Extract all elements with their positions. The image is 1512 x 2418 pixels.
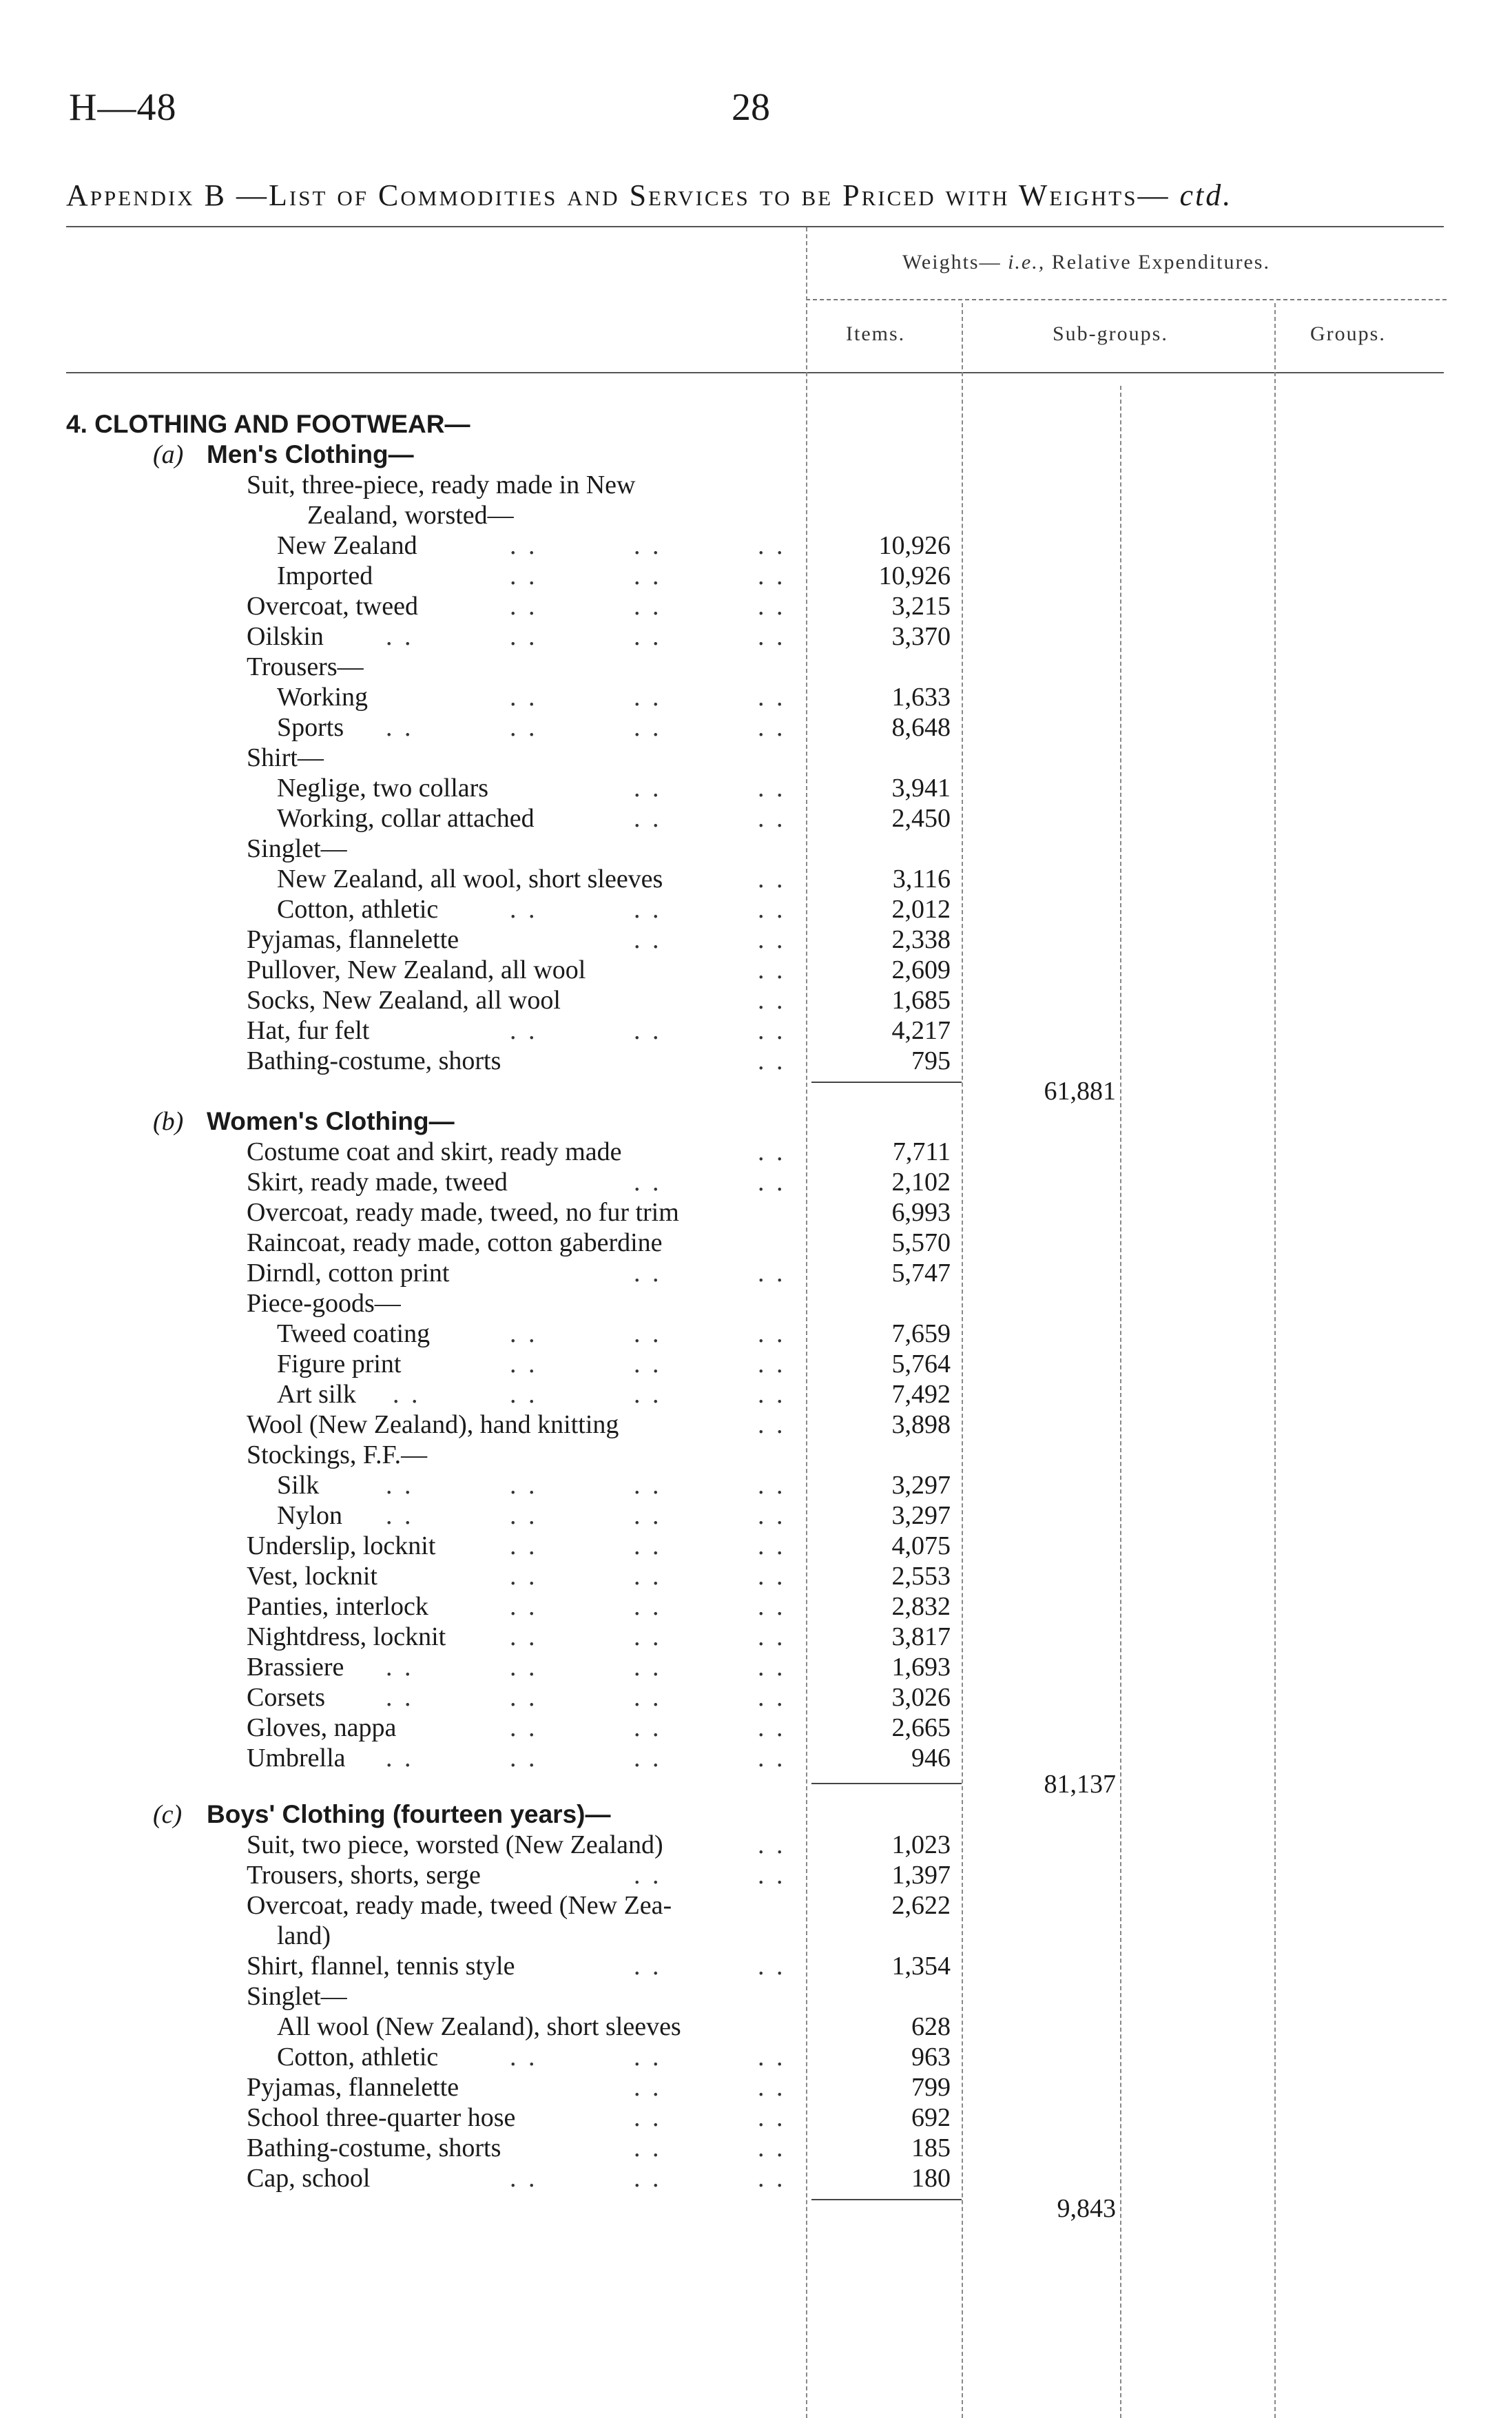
table-row: Raincoat, ready made, cotton gaberdine 5,570 bbox=[247, 1228, 951, 1257]
list-item: Shirt— bbox=[247, 743, 324, 772]
title-rule bbox=[66, 226, 1444, 227]
list-item: Piece-goods— bbox=[247, 1289, 401, 1318]
section-heading: 4. CLOTHING AND FOOTWEAR— bbox=[66, 410, 470, 438]
table-row: Pyjamas, flannelette . . . . 2,338 bbox=[247, 925, 951, 954]
table-row: Nightdress, locknit . . . . . . 3,817 bbox=[247, 1622, 951, 1651]
table-row: Bathing-costume, shorts . . . . 185 bbox=[247, 2133, 951, 2162]
page-number: 28 bbox=[732, 86, 770, 129]
groups-header: Groups. bbox=[1310, 322, 1386, 345]
table-row: Oilskin . . . . . . . . 3,370 bbox=[247, 622, 951, 651]
table-row: Bathing-costume, shorts . . 795 bbox=[247, 1046, 951, 1075]
list-item: Zealand, worsted— bbox=[307, 501, 514, 530]
table-row: Overcoat, ready made, tweed, no fur trim 6,993 bbox=[247, 1198, 951, 1227]
table-row: Skirt, ready made, tweed . . . . 2,102 bbox=[247, 1168, 951, 1197]
header-rule bbox=[66, 372, 1444, 373]
mens-heading: (a) Men's Clothing— bbox=[153, 440, 414, 469]
list-item: Suit, three-piece, ready made in New bbox=[247, 471, 636, 499]
table-row: Underslip, locknit . . . . . . 4,075 bbox=[247, 1531, 951, 1560]
title-continued: ctd. bbox=[1179, 178, 1233, 212]
table-row: Socks, New Zealand, all wool . . 1,685 bbox=[247, 986, 951, 1015]
table-row: Dirndl, cotton print . . . . 5,747 bbox=[247, 1259, 951, 1288]
table-row: Working, collar attached . . . . 2,450 bbox=[277, 804, 951, 833]
table-row: All wool (New Zealand), short sleeves 628 bbox=[277, 2012, 951, 2041]
table-row: Gloves, nappa . . . . . . 2,665 bbox=[247, 1713, 951, 1742]
table-row: Silk . . . . . . . . 3,297 bbox=[277, 1471, 951, 1500]
page-title bbox=[66, 178, 1444, 213]
table-row: Cotton, athletic . . . . . . 963 bbox=[277, 2043, 951, 2071]
table-row: Cap, school . . . . . . 180 bbox=[247, 2164, 951, 2193]
title-text: Appendix B —List of Commodities and Services to be Priced with Weights— bbox=[66, 178, 1170, 212]
document-reference: H—48 bbox=[69, 86, 177, 129]
table-row: Vest, locknit . . . . . . 2,553 bbox=[247, 1562, 951, 1591]
table-row: Cotton, athletic . . . . . . 2,012 bbox=[277, 895, 951, 924]
list-item: Trousers— bbox=[247, 652, 364, 681]
table-row: New Zealand, all wool, short sleeves . . 3,116 bbox=[277, 865, 951, 893]
weights-rule bbox=[806, 299, 1447, 300]
table-row: Corsets . . . . . . . . 3,026 bbox=[247, 1683, 951, 1712]
weights-header: Weights— i.e., Relative Expenditures. bbox=[902, 251, 1270, 273]
table-row: Overcoat, ready made, tweed (New Zea- 2,622 bbox=[247, 1891, 951, 1920]
subgroup-total: 61,881 bbox=[1044, 1077, 1116, 1106]
table-row: Costume coat and skirt, ready made . . 7,711 bbox=[247, 1137, 951, 1166]
subgroup-total: 81,137 bbox=[1044, 1770, 1116, 1799]
table-row: Pullover, New Zealand, all wool . . 2,609 bbox=[247, 955, 951, 984]
table-row: Art silk . . . . . . . . 7,492 bbox=[277, 1380, 951, 1409]
womens-heading: (b) Women's Clothing— bbox=[153, 1107, 455, 1136]
table-row: Wool (New Zealand), hand knitting . . 3,898 bbox=[247, 1410, 951, 1439]
subgroups-header: Sub-groups. bbox=[1053, 322, 1168, 345]
list-item: Singlet— bbox=[247, 1982, 347, 2011]
table-row: Shirt, flannel, tennis style . . . . 1,354 bbox=[247, 1952, 951, 1981]
items-header: Items. bbox=[846, 322, 906, 345]
list-item: Stockings, F.F.— bbox=[247, 1440, 428, 1469]
table-row: Working . . . . . . 1,633 bbox=[277, 683, 951, 712]
table-row: New Zealand . . . . . . 10,926 bbox=[277, 531, 951, 560]
table-row: Nylon . . . . . . . . 3,297 bbox=[277, 1501, 951, 1530]
table-row: Tweed coating . . . . . . 7,659 bbox=[277, 1319, 951, 1348]
table-row: Panties, interlock . . . . . . 2,832 bbox=[247, 1592, 951, 1621]
table-row: Imported . . . . . . 10,926 bbox=[277, 561, 951, 590]
table-row: Trousers, shorts, serge . . . . 1,397 bbox=[247, 1861, 951, 1890]
list-item: Singlet— bbox=[247, 834, 347, 863]
table-row: Hat, fur felt . . . . . . 4,217 bbox=[247, 1016, 951, 1045]
subgroup-total: 9,843 bbox=[1057, 2194, 1116, 2223]
table-row: Sports . . . . . . . . 8,648 bbox=[277, 713, 951, 742]
table-row: Suit, two piece, worsted (New Zealand) . . 1,023 bbox=[247, 1830, 951, 1859]
list-item: land) bbox=[277, 1921, 331, 1950]
table-row: Pyjamas, flannelette . . . . 799 bbox=[247, 2073, 951, 2102]
table-row: Figure print . . . . . . 5,764 bbox=[277, 1350, 951, 1378]
table-row: Overcoat, tweed . . . . . . 3,215 bbox=[247, 592, 951, 621]
table-row: Umbrella . . . . . . . . 946 bbox=[247, 1744, 951, 1773]
table-row: Neglige, two collars . . . . 3,941 bbox=[277, 774, 951, 803]
table-row: School three-quarter hose . . . . 692 bbox=[247, 2103, 951, 2132]
table-row: Brassiere . . . . . . . . 1,693 bbox=[247, 1653, 951, 1682]
boys-heading: (c) Boys' Clothing (fourteen years)— bbox=[153, 1800, 611, 1829]
